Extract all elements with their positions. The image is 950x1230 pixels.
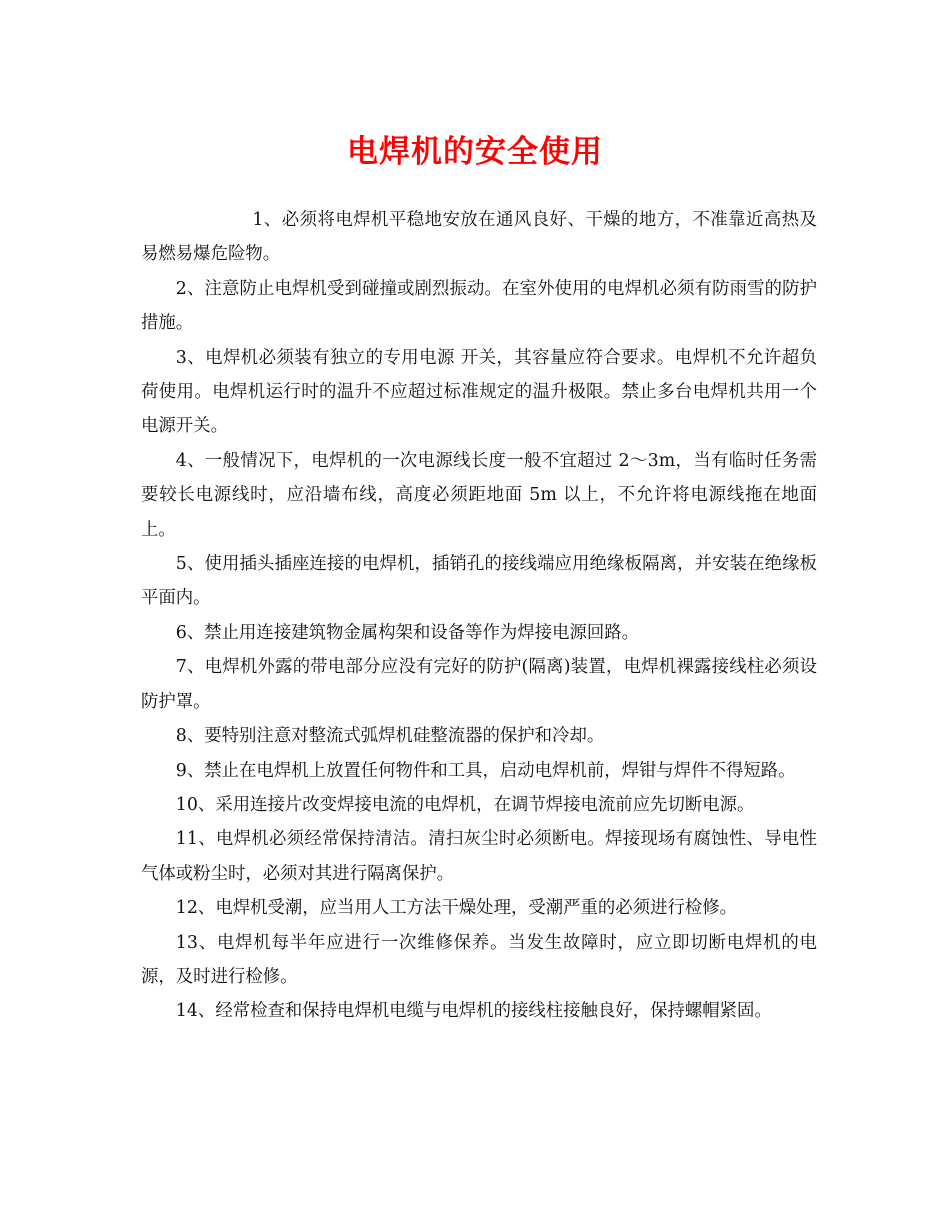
paragraph-10: 10、采用连接片改变焊接电流的电焊机，在调节焊接电流前应先切断电源。 xyxy=(175,794,755,815)
paragraph-13: 13、电焊机每半年应进行一次维修保养。当发生故障时，应立即切断电焊机的电源，及时进行检修。 xyxy=(141,932,817,987)
paragraph-6: 6、禁止用连接建筑物金属构架和设备等作为焊接电源回路。 xyxy=(175,622,640,643)
paragraph-8: 8、要特别注意对整流式弧焊机硅整流器的保护和冷却。 xyxy=(175,726,605,747)
paragraph-9: 9、禁止在电焊机上放置任何物件和工具，启动电焊机前，焊钳与焊件不得短路。 xyxy=(175,760,796,781)
document-title: 电焊机的安全使用 xyxy=(347,134,603,170)
paragraph-12: 12、电焊机受潮，应当用人工方法干燥处理，受潮严重的必须进行检修。 xyxy=(175,898,738,919)
paragraph-5: 5、使用插头插座连接的电焊机，插销孔的接线端应用绝缘板隔离，并安装在绝缘板平面内。 xyxy=(141,554,817,609)
paragraph-4: 4、一般情况下，电焊机的一次电源线长度一般不宜超过 2～3m，当有临时任务需要较长电源线时，应沿墙布线，高度必须距地面 5m 以上，不允许将电源线拖在地面上。 xyxy=(141,450,817,540)
paragraph-14: 14、经常检查和保持电焊机电缆与电焊机的接线柱接触良好，保持螺帽紧固。 xyxy=(175,1001,772,1022)
document-body xyxy=(141,203,817,1029)
paragraph-1: 1、必须将电焊机平稳地安放在通风良好、干燥的地方，不准靠近高热及易燃易爆危险物。 xyxy=(141,210,817,265)
paragraph-2: 2、注意防止电焊机受到碰撞或剧烈振动。在室外使用的电焊机必须有防雨雪的防护措施。 xyxy=(141,278,817,334)
paragraph-11: 11、电焊机必须经常保持清洁。清扫灰尘时必须断电。焊接现场有腐蚀性、导电性气体或粉尘时，必须对其进行隔离保护。 xyxy=(141,829,817,884)
paragraph-3: 3、电焊机必须装有独立的专用电源 开关，其容量应符合要求。电焊机不允许超负荷使用。电焊机运行时的温升不应超过标准规定的温升极限。禁止多台电焊机共用一个电源开关。 xyxy=(141,347,817,437)
paragraph-7: 7、电焊机外露的带电部分应没有完好的防护(隔离)装置，电焊机裸露接线柱必须设防护罩。 xyxy=(141,657,817,712)
